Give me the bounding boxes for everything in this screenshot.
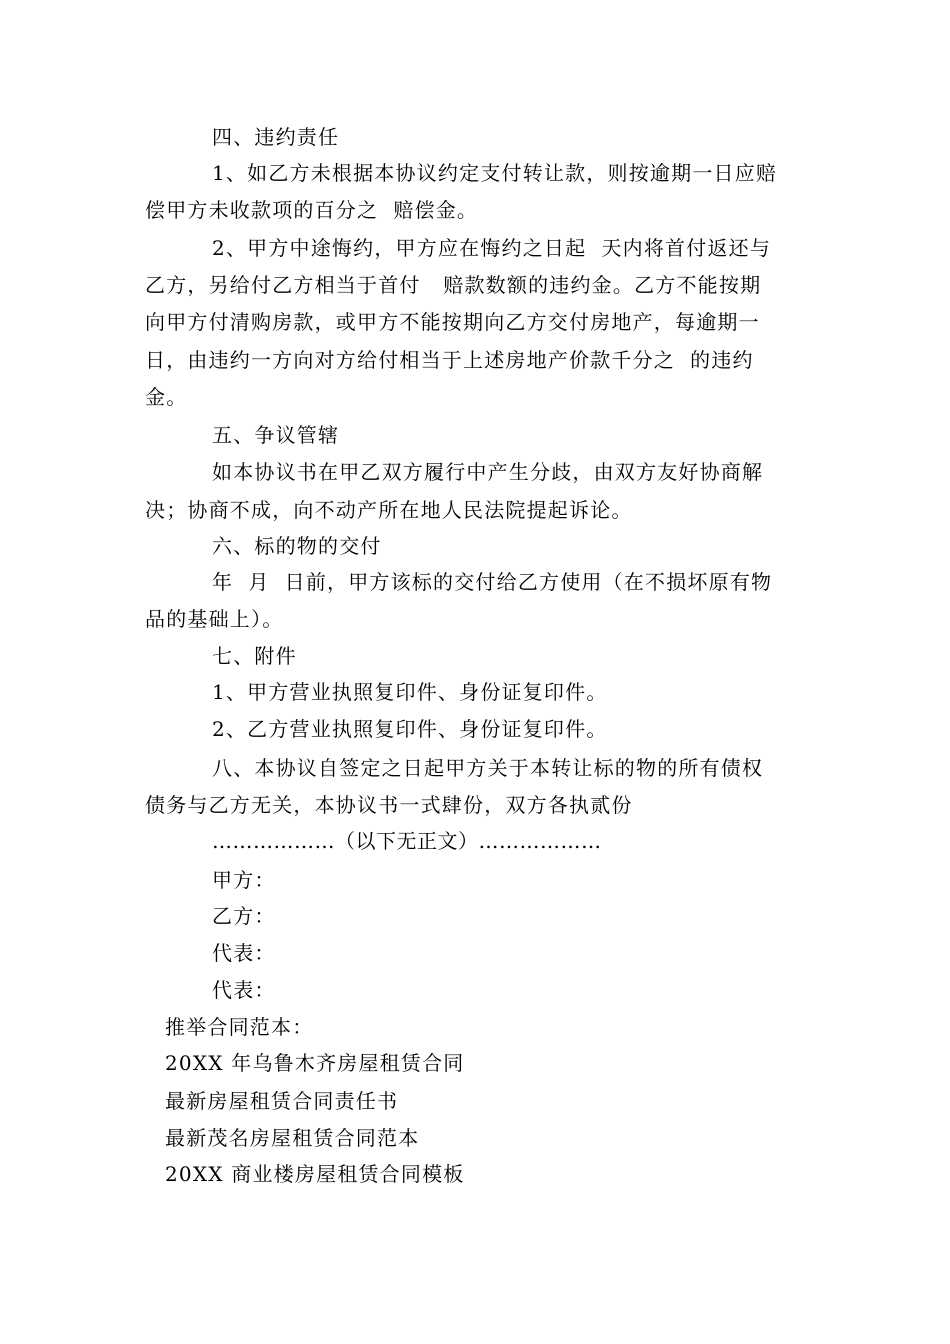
- section-4-item-2-line-2: 乙方，另给付乙方相当于首付 赔款数额的违约金。乙方不能按期: [145, 273, 762, 297]
- section-5-body-line-2: 决；协商不成，向不动产所在地人民法院提起诉论。: [145, 498, 633, 522]
- signature-representative-1: 代表：: [212, 941, 276, 965]
- section-4-item-2-line-3: 向甲方付清购房款，或甲方不能按期向乙方交付房地产，每逾期一: [145, 310, 760, 334]
- section-4-item-2-line-5: 金。: [145, 385, 188, 409]
- recommended-link-2[interactable]: 最新房屋租赁合同责任书: [165, 1089, 399, 1113]
- section-4-item-2-line-1: 2、甲方中途悔约，甲方应在悔约之日起 天内将首付返还与: [212, 236, 772, 260]
- section-7-heading: 七、附件: [212, 644, 297, 668]
- section-6-body-line-2: 品的基础上）。: [145, 607, 284, 631]
- section-8-body-line-2: 债务与乙方无关，本协议书一式肆份，双方各执贰份: [145, 793, 633, 817]
- signature-party-a: 甲方：: [212, 868, 276, 892]
- signature-representative-2: 代表：: [212, 978, 276, 1002]
- section-4-item-1-line-2: 偿甲方未收款项的百分之 赔偿金。: [145, 198, 479, 222]
- section-7-item-1: 1、甲方营业执照复印件、身份证复印件。: [212, 680, 608, 704]
- signature-party-b: 乙方：: [212, 904, 276, 928]
- end-of-text-marker: ………………（以下无正文）………………: [212, 829, 602, 853]
- section-6-heading: 六、标的物的交付: [212, 534, 382, 558]
- section-4-heading: 四、违约责任: [212, 125, 340, 149]
- section-5-body-line-1: 如本协议书在甲乙双方履行中产生分歧，由双方友好协商解: [212, 460, 764, 484]
- recommended-link-4[interactable]: 20XX 商业楼房屋租赁合同模板: [165, 1162, 465, 1186]
- section-7-item-2: 2、乙方营业执照复印件、身份证复印件。: [212, 717, 608, 741]
- section-6-body-line-1: 年 月 日前，甲方该标的交付给乙方使用（在不损坏原有物: [212, 570, 773, 594]
- recommended-title: 推举合同范本：: [165, 1015, 314, 1039]
- section-4-item-1-line-1: 1、如乙方未根据本协议约定支付转让款，则按逾期一日应赔: [212, 161, 778, 185]
- recommended-link-3[interactable]: 最新茂名房屋租赁合同范本: [165, 1126, 420, 1150]
- section-4-item-2-line-4: 日，由违约一方向对方给付相当于上述房地产价款千分之 的违约: [145, 348, 754, 372]
- section-8-body-line-1: 八、本协议自签定之日起甲方关于本转让标的物的所有债权: [212, 756, 764, 780]
- recommended-link-1[interactable]: 20XX 年乌鲁木齐房屋租赁合同: [165, 1051, 465, 1075]
- section-5-heading: 五、争议管辖: [212, 423, 340, 447]
